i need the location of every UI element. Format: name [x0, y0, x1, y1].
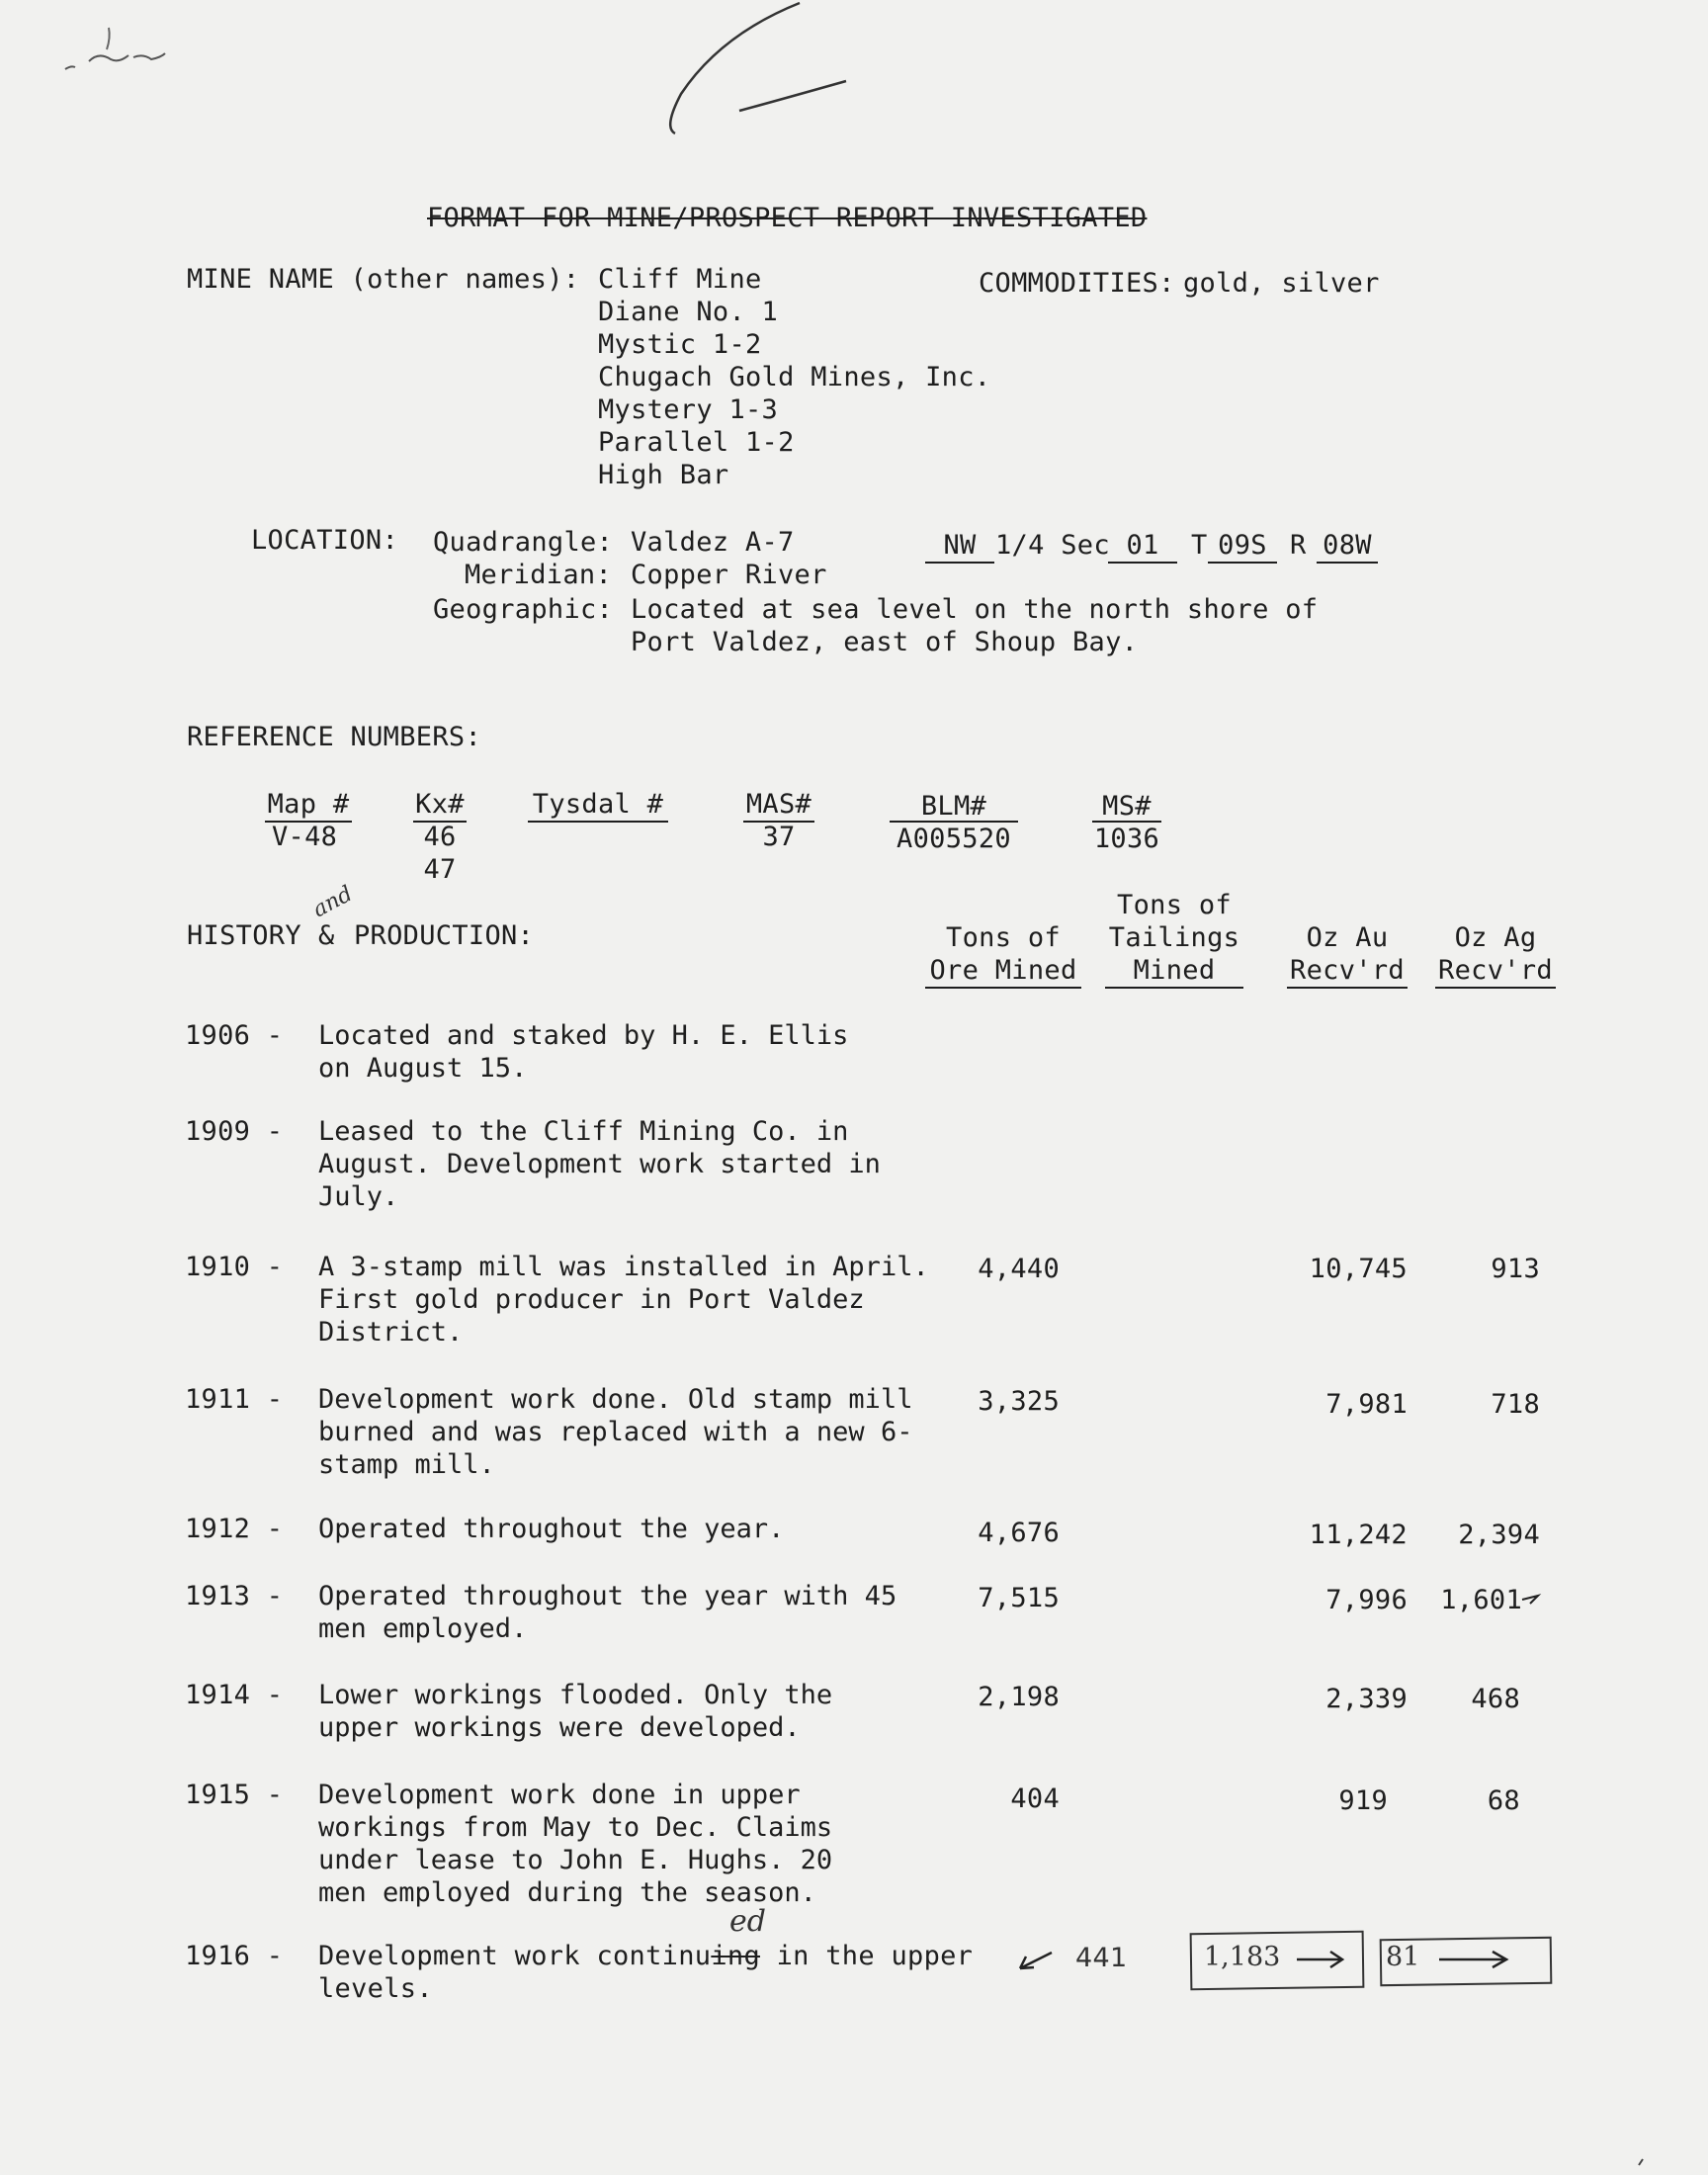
- geographic-line: Located at sea level on the north shore of: [631, 594, 1319, 625]
- commodities-label: COMMODITIES:: [979, 268, 1175, 299]
- tysdal-number-label: Tysdal #: [528, 788, 668, 823]
- mine-name-alt: Parallel 1-2: [598, 427, 795, 458]
- map-number-label: Map #: [265, 788, 352, 823]
- col-header-tailings: Tons of: [1117, 890, 1232, 920]
- history-year: 1914 -: [185, 1680, 284, 1710]
- range-value: 08W: [1317, 529, 1378, 564]
- history-year: 1913 -: [185, 1581, 284, 1611]
- au-value: 11,242: [1309, 1520, 1408, 1550]
- history-year: 1916 -: [185, 1941, 284, 1971]
- col-header-ore: Ore Mined: [925, 954, 1081, 989]
- au-value: 2,339: [1325, 1684, 1408, 1714]
- history-text: Operated throughout the year.: [318, 1514, 785, 1544]
- history-text-part: in the upper: [760, 1941, 974, 1971]
- location-label: LOCATION:: [251, 525, 398, 556]
- history-year: 1909 -: [185, 1116, 284, 1147]
- col-header-tailings: Tailings: [1108, 922, 1240, 953]
- col-header-ag: Oz Ag: [1454, 922, 1537, 953]
- ore-value: 2,198: [978, 1682, 1060, 1712]
- mine-name-alt: Chugach Gold Mines, Inc.: [598, 362, 991, 392]
- quarter-value: NW: [925, 529, 994, 564]
- township-label: T: [1191, 530, 1208, 561]
- mine-name-alt: Diane No. 1: [598, 297, 779, 327]
- ag-value: 718: [1491, 1389, 1540, 1420]
- kx-number-value: 46: [423, 822, 457, 852]
- section-value: 01: [1108, 529, 1177, 564]
- blm-number-label: BLM#: [920, 791, 987, 822]
- ore-value: 3,325: [978, 1386, 1060, 1417]
- mine-name-alt: Mystic 1-2: [598, 329, 762, 360]
- blm-number-value: A005520: [890, 821, 1018, 855]
- meridian-value: Copper River: [631, 560, 827, 590]
- quarter-sec-label: 1/4 Sec: [995, 530, 1110, 561]
- reference-numbers-label: REFERENCE NUMBERS:: [187, 722, 481, 752]
- au-value-handwritten: 1,183: [1204, 1942, 1281, 1972]
- ore-value: 4,440: [978, 1254, 1060, 1284]
- kx-number-value: 47: [423, 854, 457, 885]
- ag-value-handwritten: 81: [1386, 1942, 1420, 1972]
- map-number-value: V-48: [272, 822, 338, 852]
- history-text: [318, 1940, 973, 1972]
- history-year: 1910 -: [185, 1252, 284, 1282]
- ore-value: 7,515: [978, 1583, 1060, 1613]
- history-year: 1915 -: [185, 1780, 284, 1810]
- history-year: 1906 -: [185, 1020, 284, 1051]
- ag-value: 468: [1471, 1684, 1520, 1714]
- ore-value: 4,676: [978, 1518, 1060, 1548]
- ore-value-handwritten: 441: [1075, 1943, 1128, 1973]
- au-value: 7,981: [1325, 1389, 1408, 1420]
- range-label: R: [1290, 530, 1307, 561]
- report-title: FORMAT FOR MINE/PROSPECT REPORT INVESTIGATED: [427, 203, 1148, 233]
- ag-value: 2,394: [1458, 1520, 1540, 1550]
- ms-number-value: 1036: [1092, 821, 1161, 855]
- ore-value: 404: [1010, 1784, 1060, 1814]
- history-text: Development work done in upper workings from May to Dec. Claims under lease to John E. Hughs. 20 men employed during the season.: [318, 1780, 833, 1908]
- mine-name-alt: High Bar: [598, 460, 729, 490]
- mas-number-label: MAS#: [743, 788, 814, 823]
- mas-number-value: 37: [762, 822, 796, 852]
- col-header-ore: Tons of: [946, 922, 1061, 953]
- ag-value: 1,601: [1440, 1585, 1522, 1615]
- quadrangle-value: Valdez A-7: [631, 527, 795, 558]
- kx-number-label: Kx#: [413, 788, 467, 823]
- ag-value: 68: [1487, 1785, 1520, 1816]
- commodities-value: gold, silver: [1183, 268, 1380, 299]
- ms-number-label: MS#: [1102, 791, 1152, 822]
- col-header-tailings: Mined: [1105, 954, 1243, 989]
- col-header-ag: Recv'rd: [1435, 954, 1556, 989]
- meridian-label: Meridian:: [465, 560, 612, 590]
- mine-name-label: MINE NAME (other names):: [187, 264, 580, 295]
- geographic-label: Geographic:: [433, 594, 614, 625]
- quadrangle-label: Quadrangle:: [433, 527, 614, 558]
- au-value: 10,745: [1309, 1254, 1408, 1284]
- mine-name-alt: Mystery 1-3: [598, 394, 779, 425]
- township-value: 09S: [1208, 529, 1277, 564]
- mine-name-primary: Cliff Mine: [598, 264, 762, 295]
- geographic-line: Port Valdez, east of Shoup Bay.: [631, 627, 1139, 657]
- history-text: A 3-stamp mill was installed in April. First gold producer in Port Valdez District.: [318, 1252, 929, 1348]
- handwritten-and: and: [308, 881, 357, 923]
- handwritten-ed: ed: [729, 1904, 766, 1939]
- col-header-au: Oz Au: [1306, 922, 1389, 953]
- history-text: Development work done. Old stamp mill burned and was replaced with a new 6- stamp mill.: [318, 1384, 913, 1480]
- history-text: Lower workings flooded. Only the upper workings were developed.: [318, 1680, 833, 1743]
- ampersand-struck: &: [318, 920, 335, 951]
- history-text: Located and staked by H. E. Ellis on August 15.: [318, 1020, 849, 1084]
- au-value: 919: [1338, 1785, 1388, 1816]
- col-header-au: Recv'rd: [1287, 954, 1408, 989]
- history-text: Operated throughout the year with 45 men employed.: [318, 1581, 897, 1644]
- history-text-part: Development work continu: [318, 1941, 712, 1971]
- struck-suffix: ing: [711, 1941, 761, 1971]
- ag-value: 913: [1491, 1254, 1540, 1284]
- history-text: levels.: [318, 1973, 433, 2004]
- au-value: 7,996: [1325, 1585, 1408, 1615]
- history-year: 1911 -: [185, 1384, 284, 1415]
- history-year: 1912 -: [185, 1514, 284, 1544]
- history-label: HISTORY: [187, 920, 301, 951]
- production-label: PRODUCTION:: [354, 920, 535, 951]
- history-text: Leased to the Cliff Mining Co. in August. Development work started in July.: [318, 1116, 881, 1212]
